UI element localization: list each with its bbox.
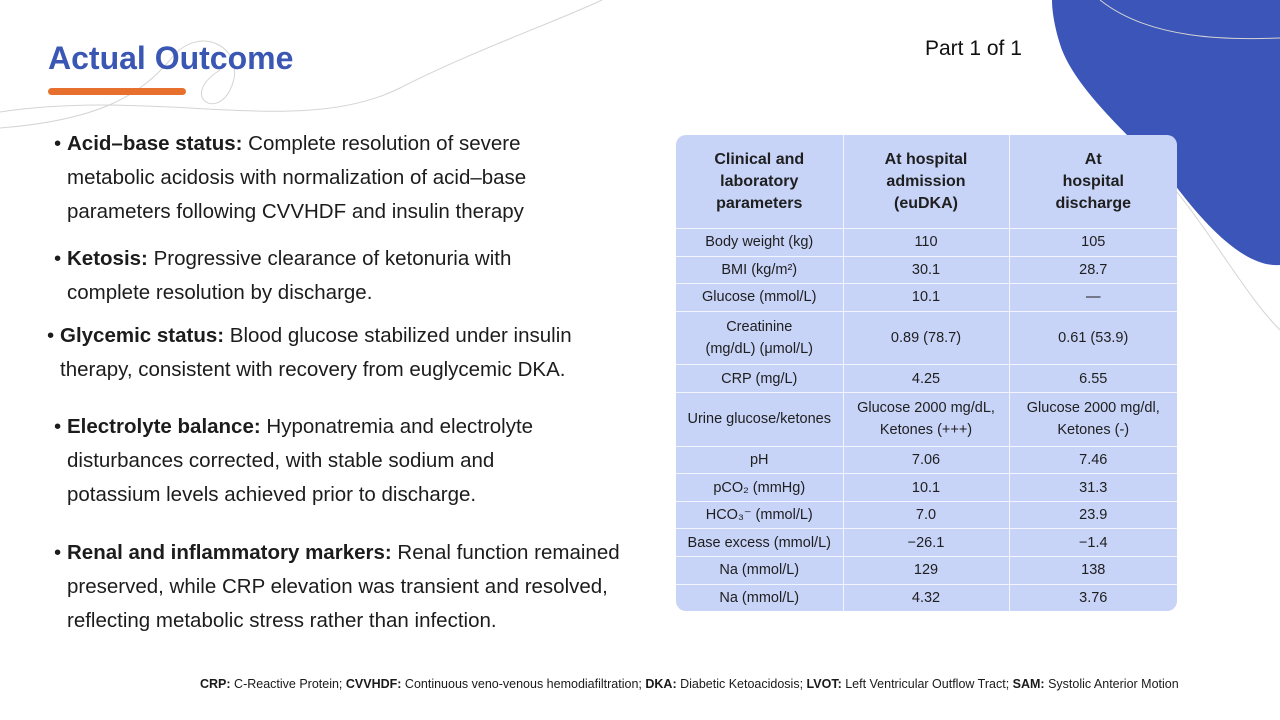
header-parameters: Clinical and laboratory parameters	[676, 135, 843, 229]
table-cell: —	[1009, 284, 1177, 312]
table-cell: 7.0	[843, 501, 1009, 529]
table-cell: 4.25	[843, 365, 1009, 393]
table-row	[676, 501, 1177, 529]
table-row	[676, 556, 1177, 584]
table-cell: HCO₃⁻ (mmol/L)	[676, 501, 843, 529]
table-cell: Na (mmol/L)	[676, 584, 843, 611]
table-cell: 23.9	[1009, 501, 1177, 529]
table-header-row	[676, 135, 1177, 229]
bullet-electrolyte: • Electrolyte balance: Hyponatremia and electrolyte disturbances corrected, with stable sodium and potassium levels achieved prior to discharge.	[67, 410, 533, 512]
bullet-dot: •	[54, 541, 62, 564]
table-cell: 105	[1009, 229, 1177, 257]
table-cell: 10.1	[843, 474, 1009, 502]
table-cell: 30.1	[843, 256, 1009, 284]
table-cell: Base excess (mmol/L)	[676, 529, 843, 557]
table-cell: Glucose (mmol/L)	[676, 284, 843, 312]
part-indicator: Part 1 of 1	[925, 37, 1022, 60]
page-title: Actual Outcome	[48, 40, 294, 76]
table-cell: pH	[676, 446, 843, 474]
outcome-table-card	[676, 135, 1177, 611]
table-row	[676, 284, 1177, 312]
table-cell: Glucose 2000 mg/dL, Ketones (+++)	[843, 392, 1009, 446]
table-cell: 6.55	[1009, 365, 1177, 393]
table-cell: Na (mmol/L)	[676, 556, 843, 584]
table-cell: CRP (mg/L)	[676, 365, 843, 393]
table-cell: BMI (kg/m²)	[676, 256, 843, 284]
table-row	[676, 365, 1177, 393]
table-row	[676, 392, 1177, 446]
table-row	[676, 446, 1177, 474]
bullet-acid-base: • Acid–base status: Complete resolution of severe metabolic acidosis with normalization of acid–base parameters following CVVHDF and insulin therapy	[67, 127, 526, 229]
outcome-table	[676, 135, 1177, 611]
table-cell: 110	[843, 229, 1009, 257]
table-row	[676, 474, 1177, 502]
bullet-dot: •	[54, 132, 62, 155]
table-row	[676, 584, 1177, 611]
table-cell: −26.1	[843, 529, 1009, 557]
table-row	[676, 529, 1177, 557]
table-cell: −1.4	[1009, 529, 1177, 557]
table-cell: 7.06	[843, 446, 1009, 474]
bullet-dot: •	[54, 247, 62, 270]
table-cell: 0.61 (53.9)	[1009, 311, 1177, 365]
table-cell: 3.76	[1079, 589, 1108, 606]
table-cell: 10.1	[843, 284, 1009, 312]
table-row	[676, 229, 1177, 257]
table-row	[676, 311, 1177, 365]
bullet-dot: •	[47, 324, 55, 347]
table-cell: 138	[1009, 556, 1177, 584]
table-cell: Body weight (kg)	[676, 229, 843, 257]
table-cell: Creatinine (mg/dL) (μmol/L)	[676, 311, 843, 365]
table-cell: Urine glucose/ketones	[676, 392, 843, 446]
table-cell: 7.46	[1009, 446, 1177, 474]
table-cell: 31.3	[1009, 474, 1177, 502]
header-admission: At hospital admission (euDKA)	[843, 135, 1009, 229]
table-cell: 129	[843, 556, 1009, 584]
header-discharge: At hospital discharge	[1009, 135, 1177, 229]
table-cell: 0.89 (78.7)	[843, 311, 1009, 365]
bullet-dot: •	[54, 415, 62, 438]
table-cell: 4.32	[843, 584, 1009, 611]
bullet-ketosis: • Ketosis: Progressive clearance of ketonuria with complete resolution by discharge.	[67, 242, 511, 310]
table-cell: 28.7	[1009, 256, 1177, 284]
bullet-renal: • Renal and inflammatory markers: Renal function remained preserved, while CRP elevation was transient and resolved, reflecting metabolic stress rather than infection.	[67, 536, 620, 638]
table-row	[676, 256, 1177, 284]
title-underline	[48, 88, 186, 95]
bullet-glycemic: • Glycemic status: Blood glucose stabilized under insulin therapy, consistent with recovery from euglycemic DKA.	[60, 319, 572, 387]
table-cell: pCO₂ (mmHg)	[676, 474, 843, 502]
table-cell: Glucose 2000 mg/dl, Ketones (-)	[1009, 392, 1177, 446]
abbreviations-footnote: CRP: C-Reactive Protein; CVVHDF: Continuous veno-venous hemodiafiltration; DKA: Diabetic Ketoacidosis; LVOT: Left Ventricular Outflow Tract; SAM: Systolic Anterior Motion	[200, 677, 1179, 691]
